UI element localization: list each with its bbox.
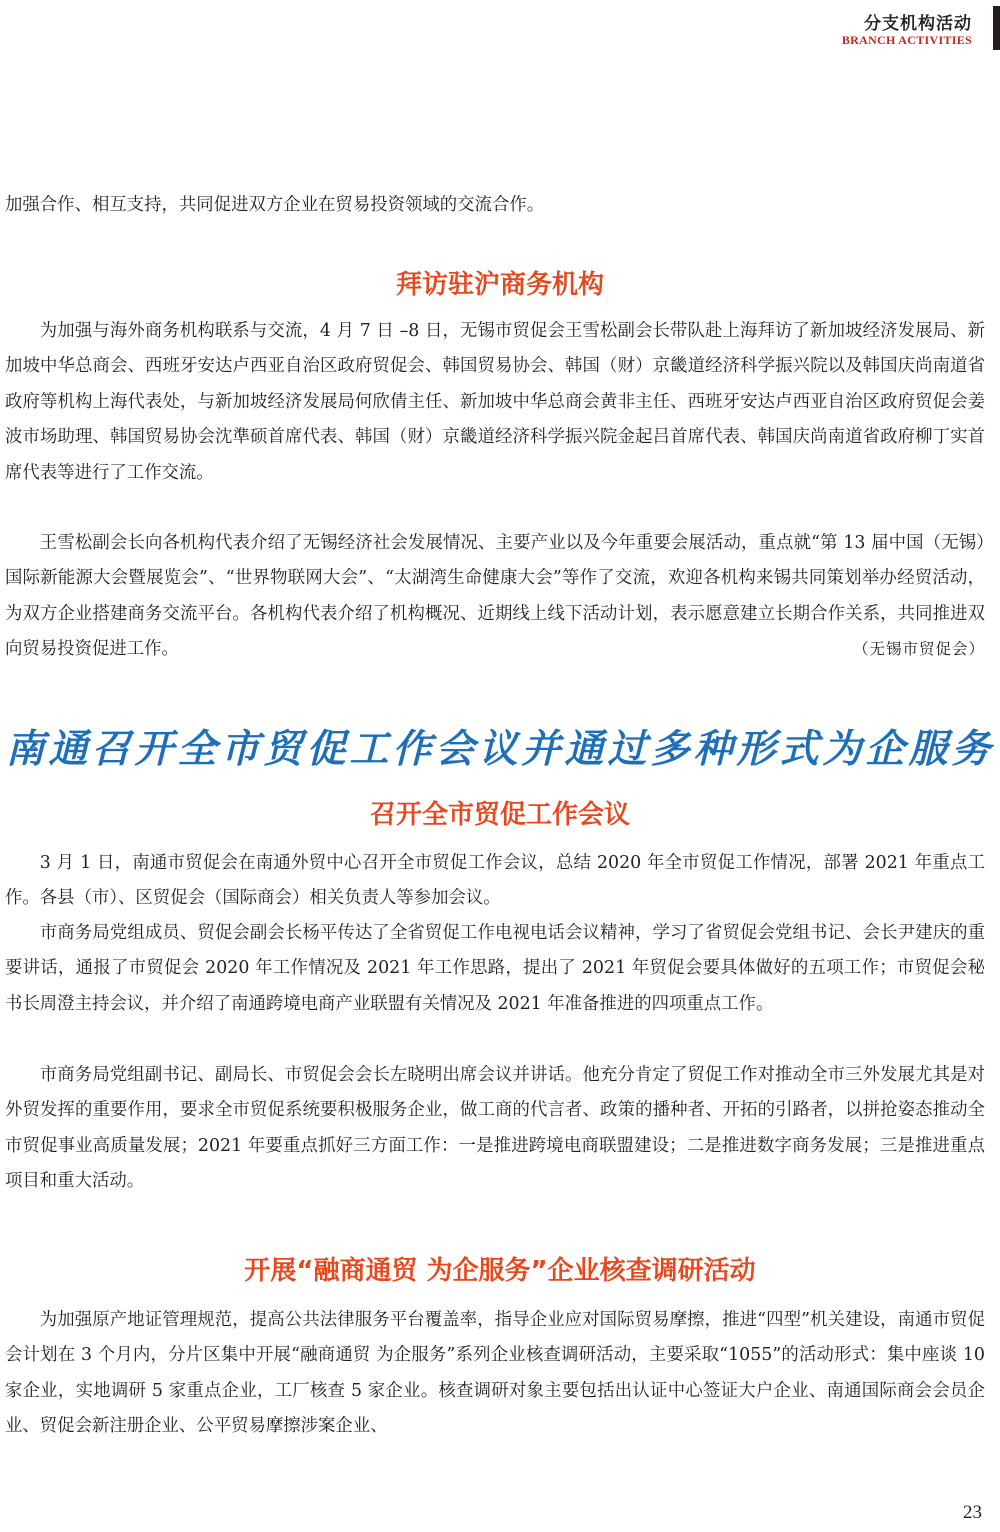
paragraph bbox=[5, 846, 985, 917]
paragraph bbox=[5, 1303, 985, 1445]
article-title: 南通召开全市贸促工作会议并通过多种形式为企服务 bbox=[5, 727, 995, 772]
paragraph bbox=[5, 314, 985, 491]
continuation-paragraph: 加强合作、相互支持，共同促进双方企业在贸易投资领域的交流合作。 bbox=[5, 195, 545, 215]
paragraph bbox=[5, 526, 985, 668]
paragraph bbox=[5, 1058, 985, 1200]
paragraph bbox=[5, 916, 985, 1022]
header-accent-bar bbox=[993, 6, 1000, 50]
source-note: （无锡市贸促会） bbox=[852, 640, 985, 659]
subheading-meeting: 召开全市贸促工作会议 bbox=[369, 800, 630, 830]
running-header bbox=[800, 6, 1000, 50]
paragraph-text: 市商务局党组成员、贸促会副会长杨平传达了全省贸促工作电视电话会议精神，学习了省贸促会党组书记、会长尹建庆的重要讲话，通报了市贸促会 2020 年工作情况及 2021 年工作思路，提出了 2021 年贸促会要具体做好的五项工作；市贸促会秘书长周澄主持会议，并介绍了南通跨境电商产业联盟有关情况及 2021 年准备推进的四项重点工作。 bbox=[5, 923, 985, 1014]
paragraph-text: 3 月 1 日，南通市贸促会在南通外贸中心召开全市贸促工作会议，总结 2020 年全市贸促工作情况，部署 2021 年重点工作。各县（市）、区贸促会（国际商会）相关负责人等参加会议。 bbox=[5, 853, 985, 909]
page-number: 23 bbox=[963, 1502, 982, 1523]
paragraph-text: 为加强与海外商务机构联系与交流，4 月 7 日 –8 日，无锡市贸促会王雪松副会长带队赴上海拜访了新加坡经济发展局、新加坡中华总商会、西班牙安达卢西亚自治区政府贸促会、韩国贸易协会、韩国（财）京畿道经济科学振兴院以及韩国庆尚南道省政府等机构上海代表处，与新加坡经济发展局何欣倩主任、新加坡中华总商会黄非主任、西班牙安达卢西亚自治区政府贸促会姜波市场助理、韩国贸易协会沈準硕首席代表、韩国（财）京畿道经济科学振兴院金起吕首席代表、韩国庆尚南道省政府柳丁实首席代表等进行了工作交流。 bbox=[5, 321, 985, 483]
section-title-cn: 分支机构活动 bbox=[864, 14, 972, 34]
subheading-survey: 开展“融商通贸 为企服务”企业核查调研活动 bbox=[244, 1256, 756, 1286]
paragraph-text: 王雪松副会长向各机构代表介绍了无锡经济社会发展情况、主要产业以及今年重要会展活动，重点就“第 13 届中国（无锡）国际新能源大会暨展览会”、“世界物联网大会”、“太湖湾生命健康大会”等作了交流，欢迎各机构来锡共同策划举办经贸活动，为双方企业搭建商务交流平台。各机构代表介绍了机构概况、近期线上线下活动计划，表示愿意建立长期合作关系，共同推进双向贸易投资促进工作。 bbox=[5, 533, 985, 660]
paragraph-text: 市商务局党组副书记、副局长、市贸促会会长左晓明出席会议并讲话。他充分肯定了贸促工作对推动全市三外发展尤其是对外贸发挥的重要作用，要求全市贸促系统要积极服务企业，做工商的代言者、政策的播种者、开拓的引路者，以拼抢姿态推动全市贸促事业高质量发展；2021 年要重点抓好三方面工作：一是推进跨境电商联盟建设；二是推进数字商务发展；三是推进重点项目和重大活动。 bbox=[5, 1065, 985, 1192]
paragraph-text: 为加强原产地证管理规范，提高公共法律服务平台覆盖率，指导企业应对国际贸易摩擦，推进“四型”机关建设，南通市贸促会计划在 3 个月内，分片区集中开展“融商通贸 为企服务”系列企业核查调研活动，主要采取“1055”的活动形式：集中座谈 10 家企业，实地调研 5 家重点企业，工厂核查 5 家企业。核查调研对象主要包括出认证中心签证大户企业、南通国际商会会员企业、贸促会新注册企业、公平贸易摩擦涉案企业、 bbox=[5, 1310, 985, 1437]
subheading-visit-shanghai: 拜访驻沪商务机构 bbox=[395, 270, 604, 300]
section-title-en: BRANCH ACTIVITIES bbox=[841, 33, 972, 47]
